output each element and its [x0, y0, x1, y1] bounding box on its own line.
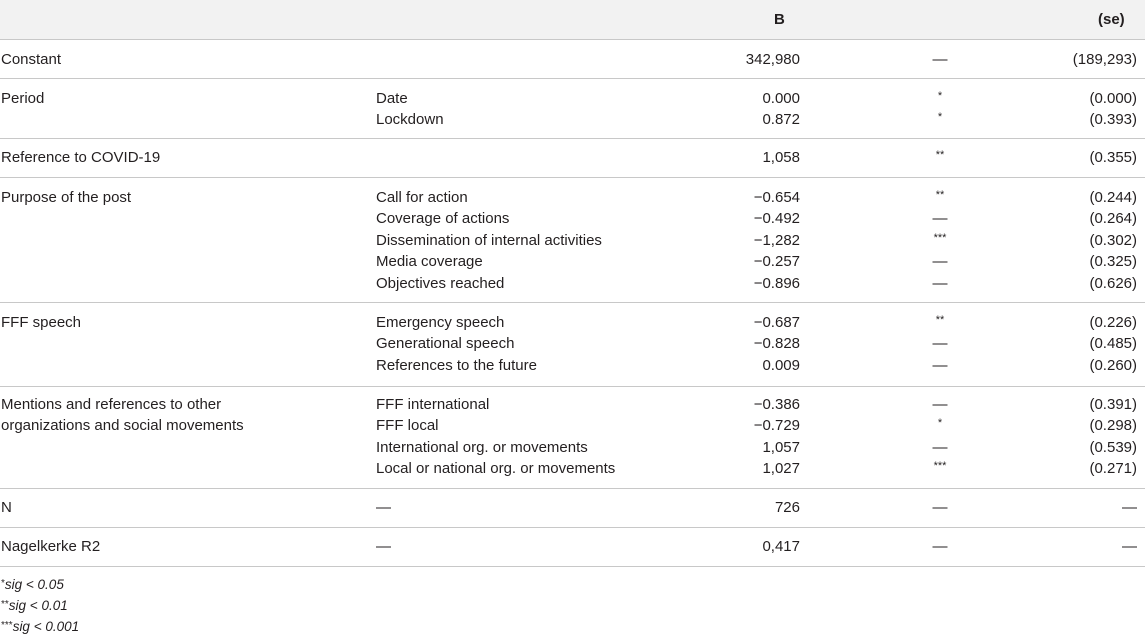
row-group-r2 [0, 528, 1145, 567]
row-group-purpose [0, 178, 1145, 303]
table-row [0, 147, 1145, 168]
cell-se: (0.355) [1089, 149, 1137, 166]
footnote-stars: *** [1, 620, 13, 631]
footnote [1, 615, 79, 636]
cell-se: (189,293) [1072, 51, 1137, 68]
cell-se: (0.391) [1089, 396, 1137, 413]
cell-category: — [376, 538, 391, 555]
cell-sig: — [932, 335, 948, 352]
cell-b: 0.000 [762, 90, 800, 107]
row-label: Mentions and references to other [1, 396, 222, 413]
cell-sig: * [937, 417, 943, 429]
row-label: Purpose of the post [1, 189, 132, 206]
cell-sig: * [937, 90, 943, 102]
cell-category: Coverage of actions [376, 210, 510, 227]
cell-category: Local or national org. or movements [376, 460, 616, 477]
cell-sig: — [932, 51, 948, 68]
cell-se: (0.260) [1089, 357, 1137, 374]
row-label: N [1, 499, 12, 516]
table-row [0, 109, 1145, 130]
table-row [0, 333, 1145, 354]
footnote [1, 573, 79, 594]
cell-category: FFF local [376, 417, 439, 434]
cell-sig: ** [935, 149, 945, 161]
cell-sig: ** [935, 314, 945, 326]
cell-sig: *** [933, 460, 947, 472]
cell-sig: — [932, 439, 948, 456]
cell-sig: — [932, 396, 948, 413]
table-row [0, 273, 1145, 294]
table-row [0, 536, 1145, 557]
row-label: Reference to COVID-19 [1, 149, 161, 166]
footnote-text: sig < 0.001 [12, 619, 80, 634]
table-row [0, 355, 1145, 376]
row-label: Period [1, 90, 45, 107]
cell-b: 1,057 [762, 439, 800, 456]
cell-se: (0.264) [1089, 210, 1137, 227]
header-b: B [774, 11, 785, 28]
cell-b: 0.009 [762, 357, 800, 374]
footnote-stars: ** [1, 599, 9, 610]
cell-se: (0.244) [1089, 189, 1137, 206]
row-group-speech [0, 303, 1145, 387]
cell-se: (0.000) [1089, 90, 1137, 107]
cell-se: (0.485) [1089, 335, 1137, 352]
table-row [0, 415, 1145, 436]
cell-category: Call for action [376, 189, 468, 206]
cell-b: −0.257 [753, 253, 800, 270]
cell-b: 0,417 [762, 538, 800, 555]
footnote-text: sig < 0.01 [8, 598, 68, 613]
cell-sig: — [932, 538, 948, 555]
header-se: (se) [1098, 11, 1125, 28]
cell-category: Emergency speech [376, 314, 505, 331]
row-label: Constant [1, 51, 62, 68]
cell-category: FFF international [376, 396, 490, 413]
cell-b: 342,980 [745, 51, 800, 68]
footnote-stars: * [1, 578, 5, 589]
table-row [0, 251, 1145, 272]
cell-category: Objectives reached [376, 275, 505, 292]
table-row [0, 458, 1145, 479]
cell-sig: — [932, 357, 948, 374]
table-row [0, 49, 1145, 70]
table-footnotes [1, 573, 79, 636]
cell-se: — [1122, 538, 1137, 555]
table-row [0, 187, 1145, 208]
cell-category: Generational speech [376, 335, 515, 352]
cell-b: 0.872 [762, 111, 800, 128]
row-group-n [0, 489, 1145, 528]
cell-b: 726 [774, 499, 800, 516]
cell-se: (0.271) [1089, 460, 1137, 477]
cell-sig: * [937, 111, 943, 123]
cell-category: — [376, 499, 391, 516]
cell-category: Media coverage [376, 253, 483, 270]
cell-b: 1,027 [762, 460, 800, 477]
row-label: organizations and social movements [1, 417, 244, 434]
row-group-mentions [0, 387, 1145, 489]
table-row [0, 230, 1145, 251]
cell-category: References to the future [376, 357, 537, 374]
cell-b: −0.386 [753, 396, 800, 413]
table-row [0, 497, 1145, 518]
cell-se: (0.226) [1089, 314, 1137, 331]
table-row [0, 312, 1145, 333]
cell-category: International org. or movements [376, 439, 588, 456]
row-label: FFF speech [1, 314, 82, 331]
footnote [1, 594, 79, 615]
cell-b: −1,282 [753, 232, 800, 249]
cell-se: (0.325) [1089, 253, 1137, 270]
cell-se: (0.539) [1089, 439, 1137, 456]
cell-b: −0.896 [753, 275, 800, 292]
table-row [0, 208, 1145, 229]
cell-sig: *** [933, 232, 947, 244]
cell-sig: — [932, 499, 948, 516]
cell-b: 1,058 [762, 149, 800, 166]
footnote-text: sig < 0.05 [4, 577, 64, 592]
row-label: Nagelkerke R2 [1, 538, 101, 555]
cell-b: −0.687 [753, 314, 800, 331]
table-header [0, 0, 1145, 40]
cell-category: Lockdown [376, 111, 444, 128]
cell-se: (0.626) [1089, 275, 1137, 292]
cell-sig: — [932, 210, 948, 227]
cell-sig: — [932, 253, 948, 270]
row-group-covid [0, 139, 1145, 178]
cell-b: −0.654 [753, 189, 800, 206]
cell-b: −0.729 [753, 417, 800, 434]
table-row [0, 394, 1145, 415]
cell-category: Dissemination of internal activities [376, 232, 602, 249]
row-group-constant [0, 40, 1145, 79]
cell-b: −0.492 [753, 210, 800, 227]
cell-sig: — [932, 275, 948, 292]
table-row [0, 88, 1145, 109]
cell-se: (0.393) [1089, 111, 1137, 128]
row-group-period [0, 79, 1145, 139]
cell-b: −0.828 [753, 335, 800, 352]
cell-se: — [1122, 499, 1137, 516]
cell-se: (0.298) [1089, 417, 1137, 434]
cell-sig: ** [935, 189, 945, 201]
table-row [0, 437, 1145, 458]
cell-se: (0.302) [1089, 232, 1137, 249]
cell-category: Date [376, 90, 408, 107]
